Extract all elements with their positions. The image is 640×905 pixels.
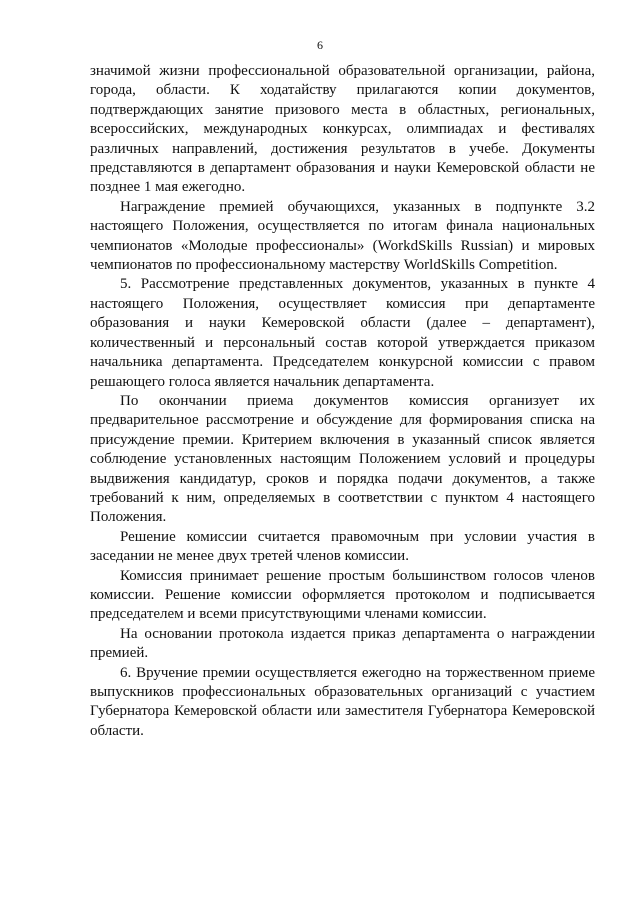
paragraph-order: На основании протокола издается приказ департамента о награждении премией.	[90, 625, 595, 662]
paragraph-item-5: 5. Рассмотрение представленных документов, указанных в пункте 4 настоящего Положения, осуществляет комиссия при департаменте образования и науки Кемеровской области (далее – департамент), количественный и персональный состав которой утверждается приказом начальника департамента. Председателем конкурсной комиссии с правом решающего голоса является начальник департамента.	[90, 276, 595, 390]
paragraph-continuation: значимой жизни профессиональной образовательной организации, района, города, области. К ходатайству прилагаются копии документов, подтверждающих занятие призового места в областных, региональных, всероссийских, международных конкурсах, олимпиадах и фестивалях различных направлений, достижения результатов в учебе. Документы представляются в департамент образования и науки Кемеровской области не позднее 1 мая ежегодно.	[90, 63, 595, 196]
paragraph-quorum: Решение комиссии считается правомочным при условии участия в заседании не менее двух третей членов комиссии.	[90, 528, 595, 565]
paragraph-majority-vote: Комиссия принимает решение простым большинством голосов членов комиссии. Решение комиссии оформляется протоколом и подписывается председателем и всеми присутствующими членами комиссии.	[90, 567, 595, 623]
page-number: 6	[317, 38, 323, 52]
paragraph-award-worldskills: Награждение премией обучающихся, указанных в подпункте 3.2 настоящего Положения, осуществляется по итогам финала национальных чемпионатов «Молодые профессионалы» (WorkdSkills Russian) и мировых чемпионатов по профессиональному мастерству WorldSkills Competition.	[90, 198, 595, 274]
paragraph-item-6: 6. Вручение премии осуществляется ежегодно на торжественном приеме выпускников профессиональных образовательных организаций с участием Губернатора Кемеровской области или заместителя Губернатора Кемеровской области.	[90, 664, 595, 739]
document-body	[90, 62, 595, 741]
paragraph-commission-review: По окончании приема документов комиссия организует их предварительное рассмотрение и обсуждение для формирования списка на присуждение премии. Критерием включения в указанный список является соблюдение установленных настоящим Положением условий и процедуры выдвижения кандидатур, сроков и порядка подачи документов, а также требований к ним, определяемых в соответствии с пунктом 4 настоящего Положения.	[90, 392, 595, 526]
